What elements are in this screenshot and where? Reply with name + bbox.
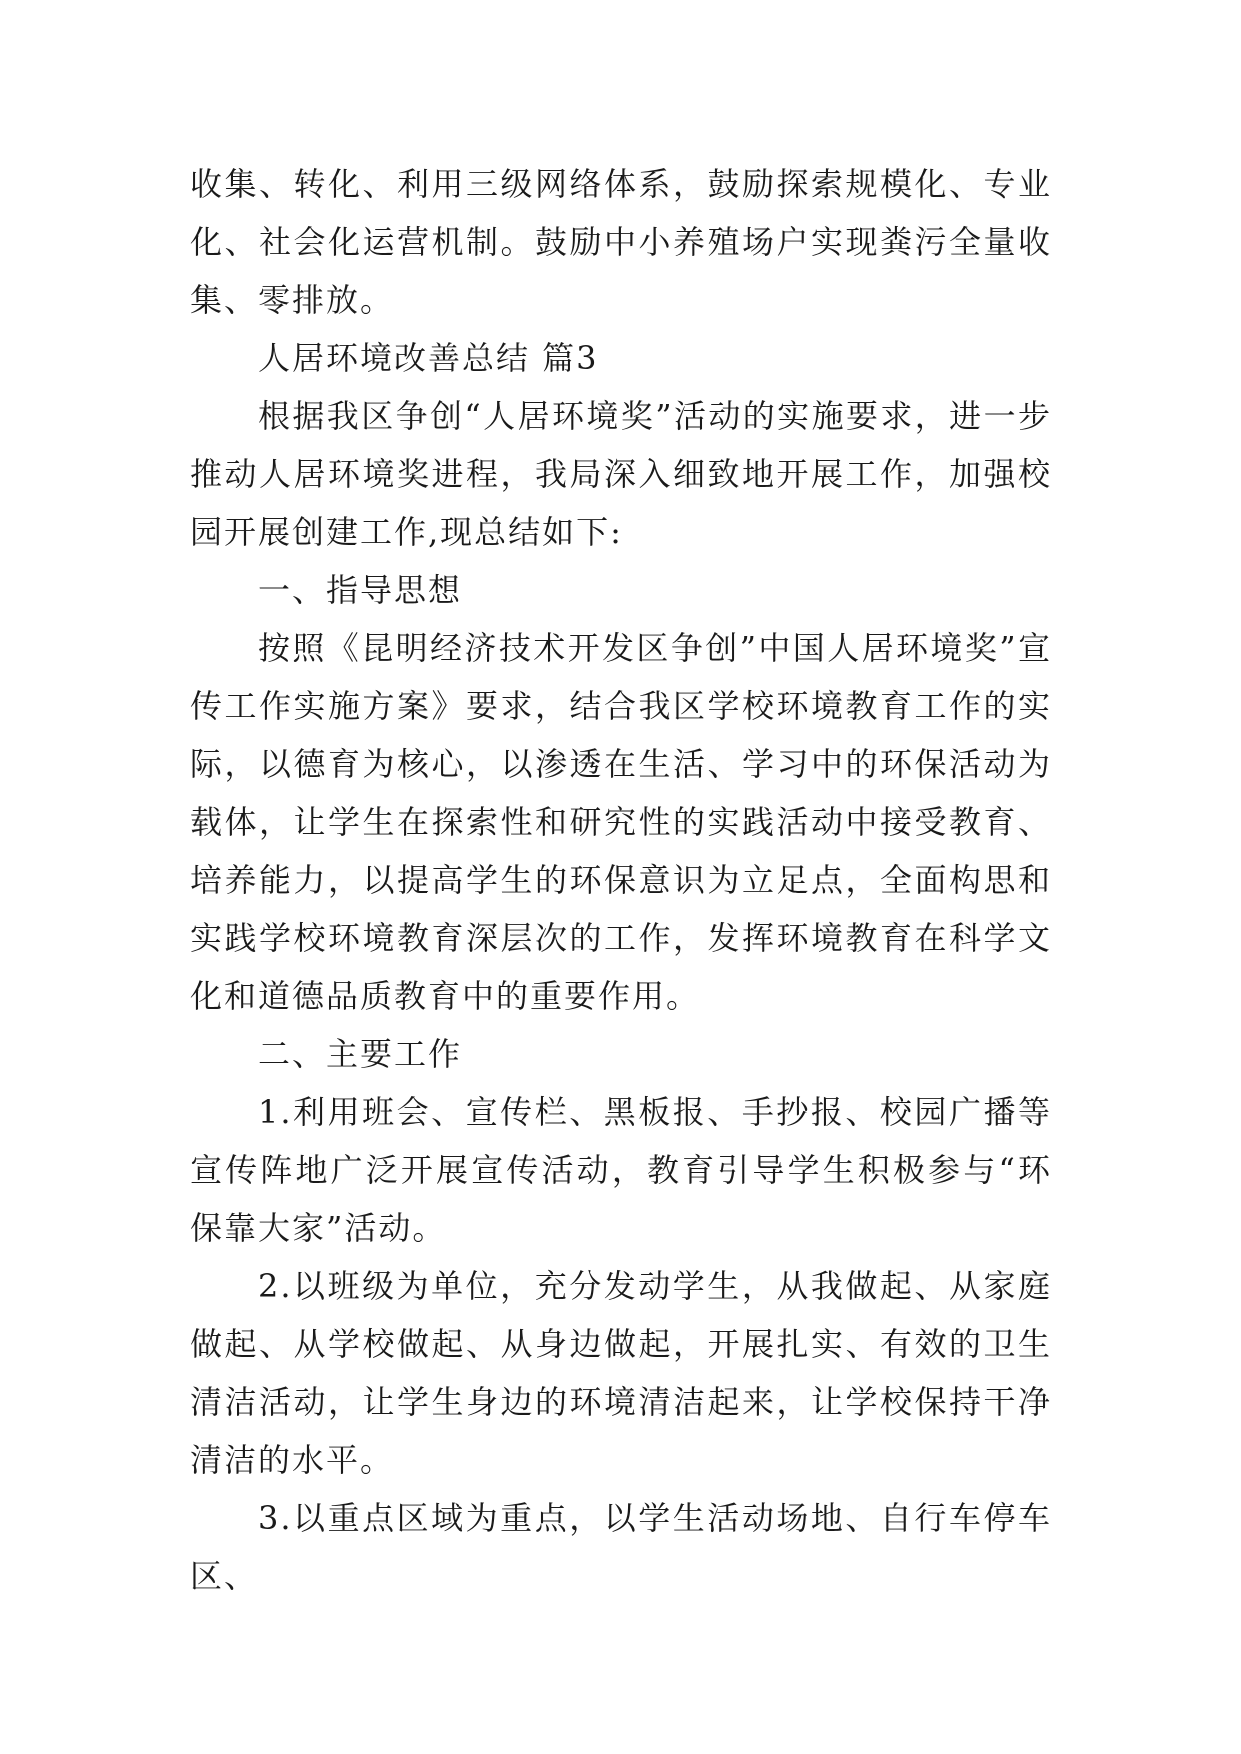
work-item-3: 3.以重点区域为重点，以学生活动场地、自行车停车区、 [190,1499,1052,1595]
work-item-2: 2.以班级为单位，充分发动学生，从我做起、从家庭做起、从学校做起、从身边做起，开展扎实、有效的卫生清洁活动，让学生身边的环境清洁起来，让学校保持干净清洁的水平。 [190,1267,1052,1479]
subheading-guiding-ideology: 一、指导思想 [258,571,463,609]
subheading-main-work: 二、主要工作 [258,1035,463,1073]
guiding-ideology-paragraph: 按照《昆明经济技术开发区争创”中国人居环境奖”宣传工作实施方案》要求，结合我区学校环境教育工作的实际，以德育为核心，以渗透在生活、学习中的环保活动为载体，让学生在探索性和研究性的实践活动中接受教育、培养能力，以提高学生的环保意识为立足点，全面构思和实践学校环境教育深层次的工作，发挥环境教育在科学文化和道德品质教育中的重要作用。 [190,629,1052,1015]
section-heading: 人居环境改善总结 篇3 [258,339,599,377]
work-item-1: 1.利用班会、宣传栏、黑板报、手抄报、校园广播等宣传阵地广泛开展宣传活动，教育引导学生积极参与“环保靠大家”活动。 [190,1093,1052,1247]
intro-paragraph: 根据我区争创“人居环境奖”活动的实施要求，进一步推动人居环境奖进程，我局深入细致地开展工作，加强校园开展创建工作,现总结如下: [190,397,1052,551]
document-body [190,155,1052,1605]
paragraph-continued: 收集、转化、利用三级网络体系，鼓励探索规模化、专业化、社会化运营机制。鼓励中小养殖场户实现粪污全量收集、零排放。 [190,165,1052,319]
